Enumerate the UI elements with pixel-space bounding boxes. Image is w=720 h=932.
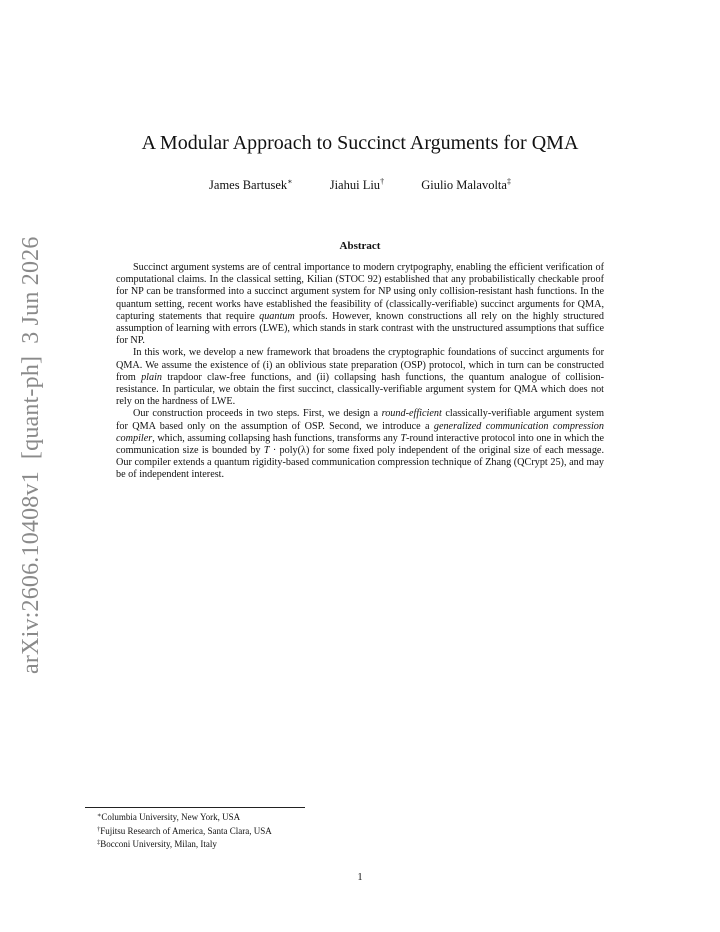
- author-malavolta: [421, 176, 511, 194]
- abstract-math-variable: T: [263, 445, 270, 457]
- abstract-text: classically-verifiable argument system for QMA based only on the assumption of OSP. Second, we introduce a: [116, 408, 604, 432]
- author-affiliation-mark: ∗: [287, 177, 293, 186]
- footnote-affiliation-3: [97, 838, 497, 852]
- footnote-mark: †: [97, 825, 101, 833]
- abstract-text: proofs. However, known constructions all rely on the highly structured assumption of learning with errors (LWE), which stands in stark contrast with the unstructured assumptions that suffice for NP.: [116, 310, 604, 347]
- page-number: 1: [357, 872, 363, 883]
- abstract-paragraph-3: [116, 408, 604, 481]
- footnote-affiliation-1: [97, 811, 497, 825]
- abstract-math-variable: T: [400, 432, 407, 444]
- footnote-mark: ‡: [97, 839, 101, 846]
- abstract-emphasis: plain: [141, 371, 163, 383]
- footnote-text: Bocconi University, Milan, Italy: [100, 839, 217, 849]
- abstract-body: [116, 262, 604, 482]
- footnote-list: [97, 811, 497, 852]
- abstract-text: Succinct argument systems are of central importance to modern crytpography, enabling the efficient verification of computational claims. In the classical setting, Kilian (STOC 92) established that any probabilistically checkable proof for NP can be transformed into a succinct argument system for NP using only collision-resistant hash functions. In the quantum setting, recent works have established the feasibility of (classically-verifiable) succinct arguments for QMA, capturing statements that require: [116, 262, 604, 322]
- abstract-emphasis: quantum: [259, 310, 295, 322]
- abstract-text: In this work, we develop a new framework that broadens the cryptographic foundations of succinct arguments for QMA. We assume the existence of (i) an oblivious state preparation (OSP) protocol, which in turn can be constructed from: [116, 347, 604, 383]
- abstract-text: , which, assuming collapsing hash functions, transforms any: [152, 432, 401, 444]
- abstract-text: trapdoor claw-free functions, and (ii) collapsing hash functions, the quantum analogue of collision-resistance. In particular, we obtain the first succinct, classically-verifiable argument system for QMA which does not rely on the hardness of LWE.: [116, 371, 604, 408]
- arxiv-identifier-stamp: [16, 236, 46, 674]
- footnote-divider: [85, 807, 305, 808]
- author-name: Jiahui Liu: [329, 178, 381, 192]
- author-liu: [330, 176, 384, 194]
- footnote-affiliation-2: [97, 825, 497, 839]
- arxiv-category: [quant-ph]: [18, 355, 44, 460]
- abstract-heading: Abstract: [339, 240, 381, 252]
- footnote-text: Fujitsu Research of America, Santa Clara, USA: [100, 825, 272, 836]
- author-affiliation-mark: †: [380, 177, 385, 186]
- abstract-text: -round interactive protocol into one in which the communication size is bounded by: [116, 432, 604, 457]
- author-bartusek: [209, 176, 293, 194]
- abstract-paragraph-2: [116, 347, 604, 408]
- footnote-text: Columbia University, New York, USA: [101, 812, 241, 822]
- abstract-emphasis: round-efficient: [381, 408, 442, 420]
- author-affiliation-mark: ‡: [506, 177, 511, 186]
- abstract-paragraph-1: [116, 262, 604, 347]
- abstract-emphasis: generalized communication compression compiler: [116, 420, 604, 444]
- author-list: [80, 176, 640, 194]
- paper-title: A Modular Approach to Succinct Arguments for QMA: [141, 132, 579, 154]
- abstract-text: · poly(λ) for some fixed poly independent of the original size of each message. Our compiler extends a quantum rigidity-based communication compression technique of Zhang (QCrypt 25), and may be of independent interest.: [116, 445, 604, 481]
- arxiv-date: 3 Jun 2026: [18, 236, 44, 344]
- footnote-mark: ∗: [97, 812, 102, 819]
- author-name: Giulio Malavolta: [421, 178, 507, 192]
- abstract-text: Our construction proceeds in two steps. First, we design a: [133, 408, 382, 420]
- author-name: James Bartusek: [209, 178, 288, 192]
- arxiv-id: arXiv:2606.10408v1: [18, 471, 44, 674]
